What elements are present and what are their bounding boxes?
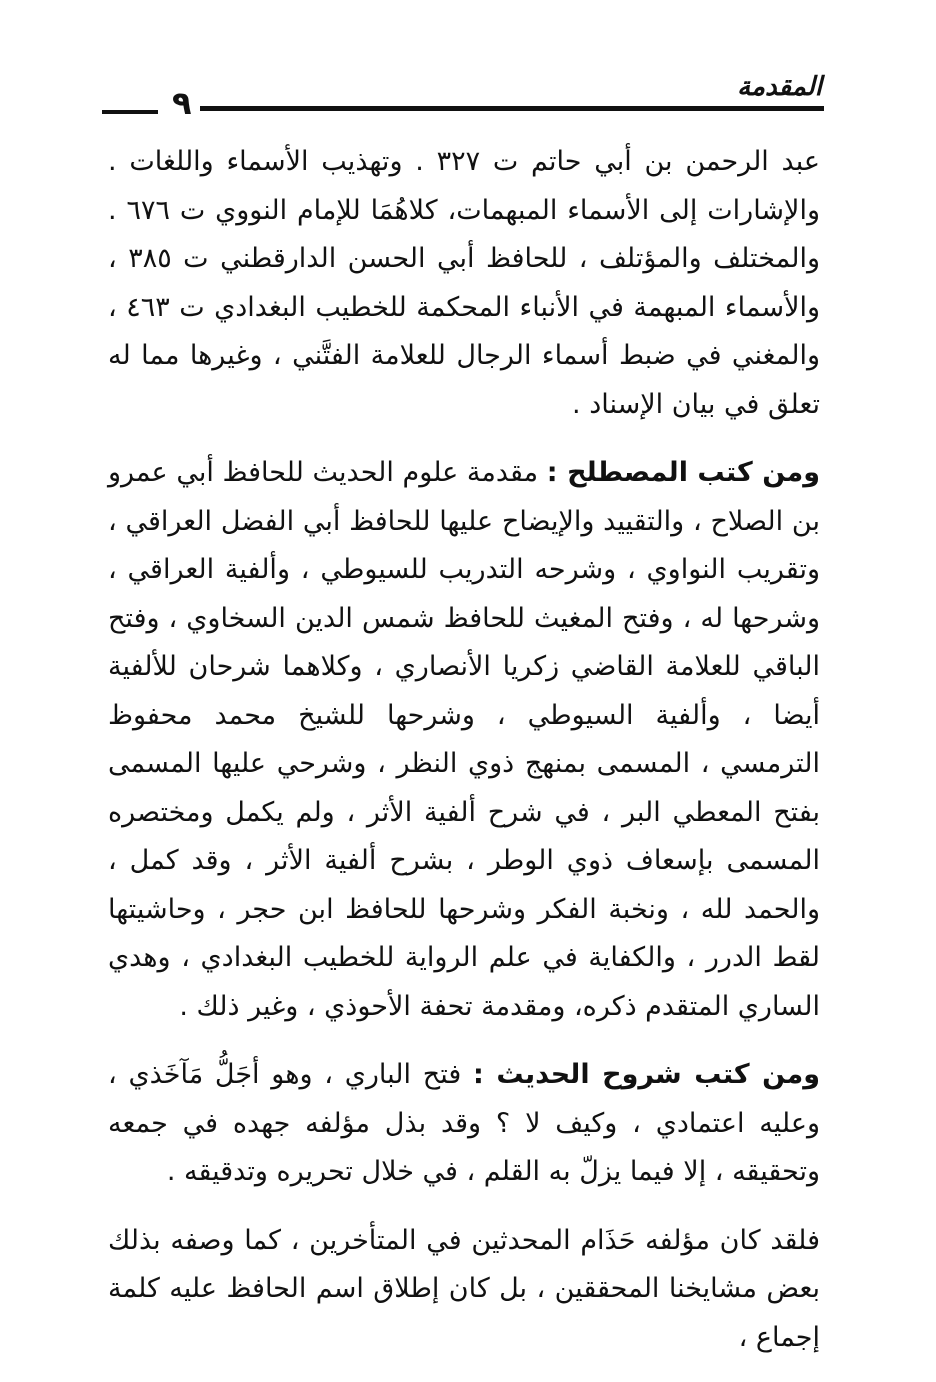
paragraph-terminology-books [108,449,820,1031]
paragraph-author-praise [108,1217,820,1363]
header-rule-short [102,110,158,114]
paragraph-hadith-commentaries [108,1051,820,1197]
paragraph-text: فلقد كان مؤلفه حَذَام المحدثين في المتأخرين ، كما وصفه بذلك بعض مشايخنا المحققين ، بل كان إطلاق اسم الحافظ عليه كلمة إجماع ، [108,1224,820,1353]
running-title: المقدمة [737,72,822,102]
paragraph-text: عبد الرحمن بن أبي حاتم ت ٣٢٧ . وتهذيب الأسماء واللغات . والإشارات إلى الأسماء المبهمات، كلاهُمَا للإمام النووي ت ٦٧٦ . والمختلف والمؤتلف ، للحافظ أبي الحسن الدارقطني ت ٣٨٥ ، والأسماء المبهمة في الأنباء المحكمة للخطيب البغدادي ت ٤٦٣ ، والمغني في ضبط أسماء الرجال للعلامة الفتَّني ، وغيرها مما له تعلق في بيان الإسناد . [108,146,821,420]
paragraph-lead: ومن كتب شروح الحديث : [473,1059,820,1090]
paragraph-text: مقدمة علوم الحديث للحافظ أبي عمرو بن الصلاح ، والتقييد والإيضاح عليها للحافظ أبي الفضل العراقي ، وتقريب النواوي ، وشرحه التدريب للسيوطي ، وألفية العراقي ، وشرحها له ، وفتح المغيث للحافظ شمس الدين السخاوي ، وفتح الباقي للعلامة القاضي زكريا الأنصاري ، وكلاهما شرحان للألفية أيضا ، وألفية السيوطي ، وشرحها للشيخ محمد محفوظ الترمسي ، المسمى بمنهج ذوي النظر ، وشرحي عليها المسمى بفتح المعطي البر ، في شرح ألفية الأثر ، ولم يكمل ومختصره المسمى بإسعاف ذوي الوطر ، بشرح ألفية الأثر ، وقد كمل ، والحمد لله ، ونخبة الفكر وشرحها للحافظ ابن حجر ، وحاشيتها لقط الدرر ، والكفاية في علم الرواية للخطيب البغدادي ، وهدي الساري المتقدم ذكره، ومقدمة تحفة الأحوذي ، وغير ذلك . [108,457,820,1022]
page-number: ٩ [172,84,192,122]
page-header [100,72,828,132]
paragraph-text: فتح الباري ، وهو أجَلُّ مَآخَذي ، وعليه اعتمادي ، وكيف لا ؟ وقد بذل مؤلفه جهده في جمعه وتحقيقه ، إلا فيما يزلّ به القلم ، في خلال تحريره وتدقيقه . [108,1059,820,1187]
body-text [108,138,820,1382]
paragraph-sources-continued [108,138,820,429]
paragraph-lead: ومن كتب المصطلح : [546,457,821,488]
header-rule-long [200,106,824,111]
